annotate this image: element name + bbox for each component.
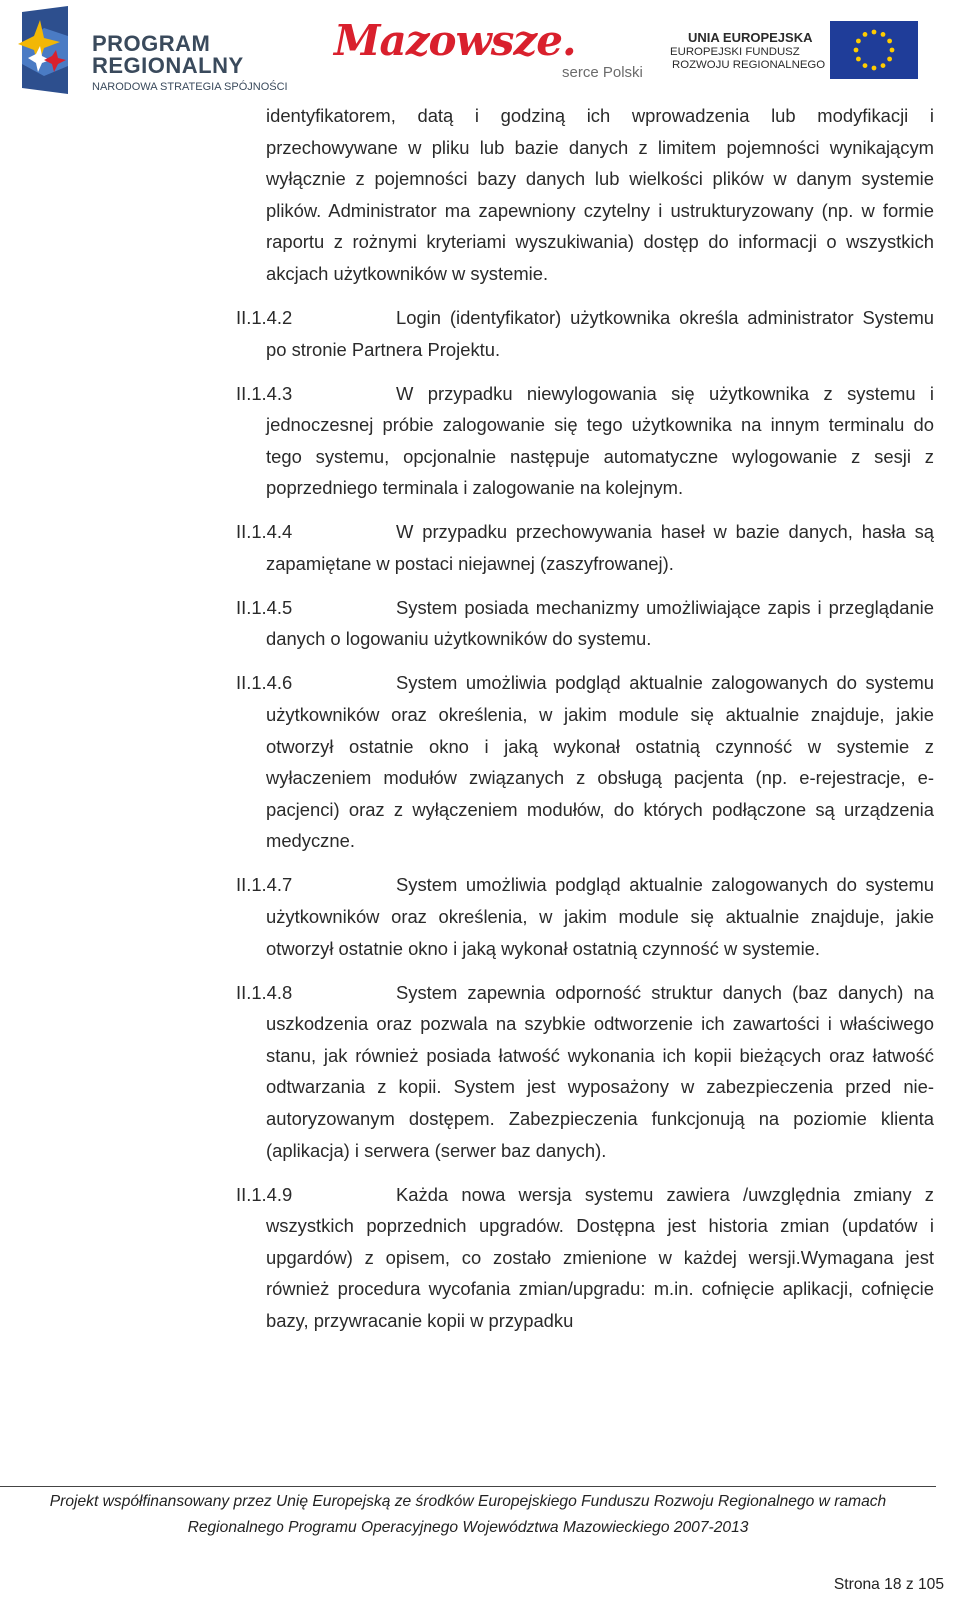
requirement-text: System umożliwia podgląd aktualnie zalogowanych do systemu użytkowników oraz określenia, w jakim module się aktualnie znajduje, jakie otworzył ostatnie okno i jaką wykonał ostatnią czynność w systemie. — [266, 874, 934, 959]
footer-divider — [0, 1486, 936, 1487]
eu-star-icon — [856, 57, 861, 62]
requirement-number: II.1.4.6 — [236, 672, 293, 694]
footer-line-2: Regionalnego Programu Operacyjnego Województwa Mazowieckiego 2007-2013 — [187, 1519, 749, 1536]
requirement-item — [236, 977, 934, 1167]
page-number: Strona 18 z 105 — [833, 1576, 944, 1593]
mazowsze-tagline: serce Polski — [562, 64, 643, 81]
requirement-item — [236, 378, 934, 504]
requirement-text: System zapewnia odporność struktur danych (baz danych) na uszkodzenia oraz pozwala na szybkie odtworzenie ich zawartości i właściwego stanu, jak również posiada łatwość wykonania ich kopii bieżących oraz łatwość odtwarzania z kopii. System jest wyposażony w zabezpieczenia przed nie-autoryzowanym dostępem. Zabezpieczenia funkcjonują na poziomie klienta (aplikacja) i serwera (serwer baz danych). — [266, 981, 934, 1161]
requirement-number: II.1.4.3 — [236, 382, 293, 404]
eu-star-icon — [872, 66, 877, 71]
continuation-paragraph: identyfikatorem, datą i godziną ich wprowadzenia lub modyfikacji i przechowywane w pliku lub bazie danych z limitem pojemności wynikającym wyłącznie z pojemności bazy danych lub wielkości plików w danym systemie plików. Administrator ma zapewniony czytelny i ustrukturyzowany (np. w formie raportu z rożnymi kryteriami wyszukiwania) dostęp do informacji o wszystkich akcjach użytkowników w systemie. — [266, 105, 934, 284]
eu-star-icon — [887, 57, 892, 62]
footer-line-1: Projekt współfinansowany przez Unię Europejską ze środków Europejskiego Funduszu Rozwoju Regionalnego w ramach — [49, 1493, 887, 1510]
requirement-number: II.1.4.9 — [236, 1183, 293, 1205]
requirement-number: II.1.4.2 — [236, 306, 293, 328]
eu-flag-icon — [830, 21, 918, 79]
eu-star-icon — [863, 63, 868, 68]
requirement-item — [236, 302, 934, 365]
requirement-item — [236, 516, 934, 579]
requirement-item — [236, 592, 934, 655]
eu-star-icon — [890, 48, 895, 53]
eu-star-icon — [863, 32, 868, 37]
program-title — [92, 33, 244, 77]
program-subtitle: NARODOWA STRATEGIA SPÓJNOŚCI — [92, 81, 288, 93]
eu-star-icon — [881, 32, 886, 37]
eu-title: UNIA EUROPEJSKA — [688, 30, 813, 45]
requirement-text: System umożliwia podgląd aktualnie zalogowanych do systemu użytkowników oraz określenia, w jakim module się aktualnie znajduje, jakie otworzył ostatnie okno i jaką wykonał ostatnią czynność w systemie z wyłaczeniem modułów związanych z obsługą pacjenta (np. e-rejestracje, e-pacjenci) oraz z wyłączeniem modułów, do których podłączone są urządzenia medyczne. — [266, 672, 934, 852]
requirement-number: II.1.4.7 — [236, 874, 293, 896]
eu-fund-line-2: ROZWOJU REGIONALNEGO — [672, 59, 826, 71]
requirement-text: Każda nowa wersja systemu zawiera /uwzględnia zmiany z wszystkich poprzednich upgradów. Dostępna jest historia zmian (updatów i upgardów) z opisem, co zostało zmienione w każdej wersji.Wymagana jest również procedura wycofania zmian/upgradu: m.in. cofnięcie aplikacji, cofnięcie bazy, przywracanie kopii w przypadku — [266, 1183, 934, 1331]
program-title-line-1: PROGRAM — [92, 31, 211, 56]
mazowsze-logo — [334, 16, 643, 88]
eu-star-icon — [856, 39, 861, 44]
requirement-text: System posiada mechanizmy umożliwiające zapis i przeglądanie danych o logowaniu użytkowników do systemu. — [266, 596, 934, 650]
requirement-number: II.1.4.8 — [236, 981, 293, 1003]
requirements-list — [236, 302, 934, 1337]
requirement-number: II.1.4.4 — [236, 521, 293, 543]
eu-star-icon — [881, 63, 886, 68]
page-header — [0, 0, 960, 100]
requirement-item — [236, 1179, 934, 1337]
document-body — [236, 100, 934, 1337]
requirement-text: W przypadku przechowywania haseł w bazie danych, hasła są zapamiętane w postaci niejawnej (zaszyfrowanej). — [266, 521, 934, 574]
requirement-item — [236, 869, 934, 964]
requirement-text: Login (identyfikator) użytkownika określa administrator Systemu po stronie Partnera Projektu. — [266, 306, 934, 360]
requirement-number: II.1.4.5 — [236, 596, 293, 618]
mazowsze-wordmark: Mazowsze. — [334, 16, 576, 65]
eu-star-icon — [887, 39, 892, 44]
eu-star-icon — [854, 48, 859, 53]
eu-stars-icon — [830, 21, 918, 79]
program-regionalny-emblem — [14, 6, 74, 96]
eu-star-icon — [872, 30, 877, 35]
eu-logo — [670, 20, 930, 84]
requirement-text: W przypadku niewylogowania się użytkownika z systemu i jednoczesnej próbie zalogowanie się tego użytkownika na innym terminalu do tego systemu, opcjonalnie następuje automatyczne wylogowanie z sesji z poprzedniego terminala i zalogowanie na kolejnym. — [266, 382, 934, 499]
requirement-item — [236, 667, 934, 857]
program-title-line-2: REGIONALNY — [92, 53, 244, 78]
eu-fund-line-1: EUROPEJSKI FUNDUSZ — [670, 46, 800, 58]
footer-funding-note — [0, 1489, 936, 1541]
